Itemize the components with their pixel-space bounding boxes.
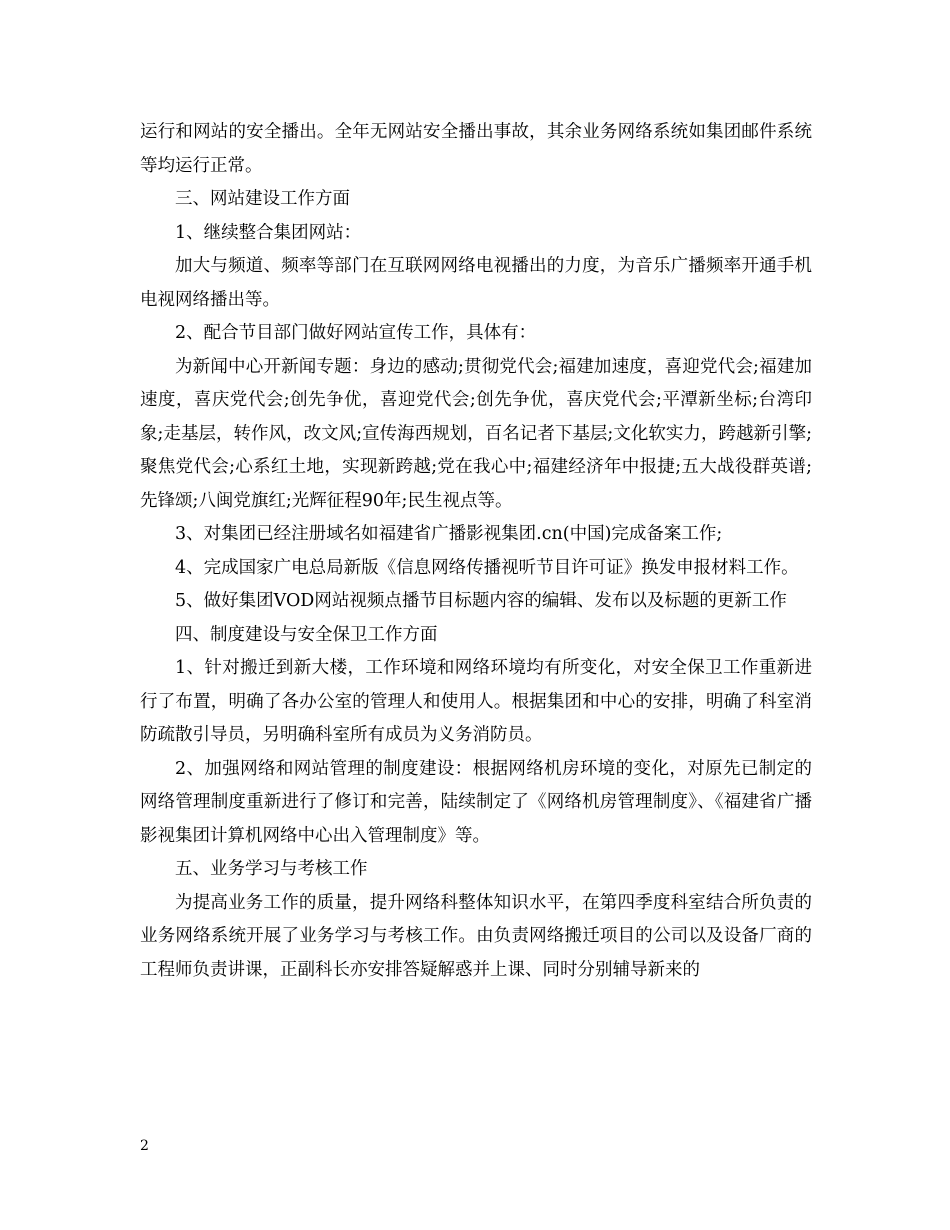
paragraph: 加大与频道、频率等部门在互联网网络电视播出的力度，为音乐广播频率开通手机电视网络播出等。 xyxy=(140,256,812,310)
paragraph: 为提高业务工作的质量，提升网络科整体知识水平，在第四季度科室结合所负责的业务网络系统开展了业务学习与考核工作。由负责网络搬迁项目的公司以及设备厂商的工程师负责讲课，正副科长亦安排答疑解惑并上课、同时分别辅导新来的 xyxy=(140,892,812,980)
section-heading-4: 四、制度建设与安全保卫工作方面 xyxy=(175,624,438,645)
subheading-3-1: 1、继续整合集团网站： xyxy=(175,222,362,243)
item-3-5: 5、做好集团VOD网站视频点播节目标题内容的编辑、发布以及标题的更新工作 xyxy=(175,591,787,611)
section-heading-5: 五、业务学习与考核工作 xyxy=(175,859,368,879)
item-4-2: 2、加强网络和网站管理的制度建设：根据网络机房环境的变化，对原先已制定的网络管理制度重新进行了修订和完善，陆续制定了《网络机房管理制度》、《福建省广播影视集团计算机网络中心出入管理制度》等。 xyxy=(140,758,812,846)
paragraph-continuation: 运行和网站的安全播出。全年无网站安全播出事故，其余业务网络系统如集团邮件系统等均运行正常。 xyxy=(140,122,812,176)
page-number: 2 xyxy=(140,1138,149,1154)
section-heading-3: 三、网站建设工作方面 xyxy=(175,189,350,209)
item-3-3: 3、对集团已经注册域名如福建省广播影视集团.cn(中国)完成备案工作; xyxy=(175,524,723,544)
subheading-3-2: 2、配合节目部门做好网站宣传工作，具体有： xyxy=(175,323,537,343)
paragraph: 为新闻中心开新闻专题：身边的感动;贯彻党代会;福建加速度，喜迎党代会;福建加速度，喜庆党代会;创先争优，喜迎党代会;创先争优，喜庆党代会;平潭新坐标;台湾印象;走基层，转作风，改文风;宣传海西规划，百名记者下基层;文化软实力，跨越新引擎;聚焦党代会;心系红土地，实现新跨越;党在我心中;福建经济年中报捷;五大战役群英谱;先锋颂;八闽党旗红;光辉征程90年;民生视点等。 xyxy=(140,356,812,511)
body-text xyxy=(140,116,812,987)
item-3-4: 4、完成国家广电总局新版《信息网络传播视听节目许可证》换发申报材料工作。 xyxy=(175,557,799,578)
item-4-1: 1、针对搬迁到新大楼，工作环境和网络环境均有所变化，对安全保卫工作重新进行了布置，明确了各办公室的管理人和使用人。根据集团和中心的安排，明确了科室消防疏散引导员，另明确科室所有成员为义务消防员。 xyxy=(140,658,812,745)
